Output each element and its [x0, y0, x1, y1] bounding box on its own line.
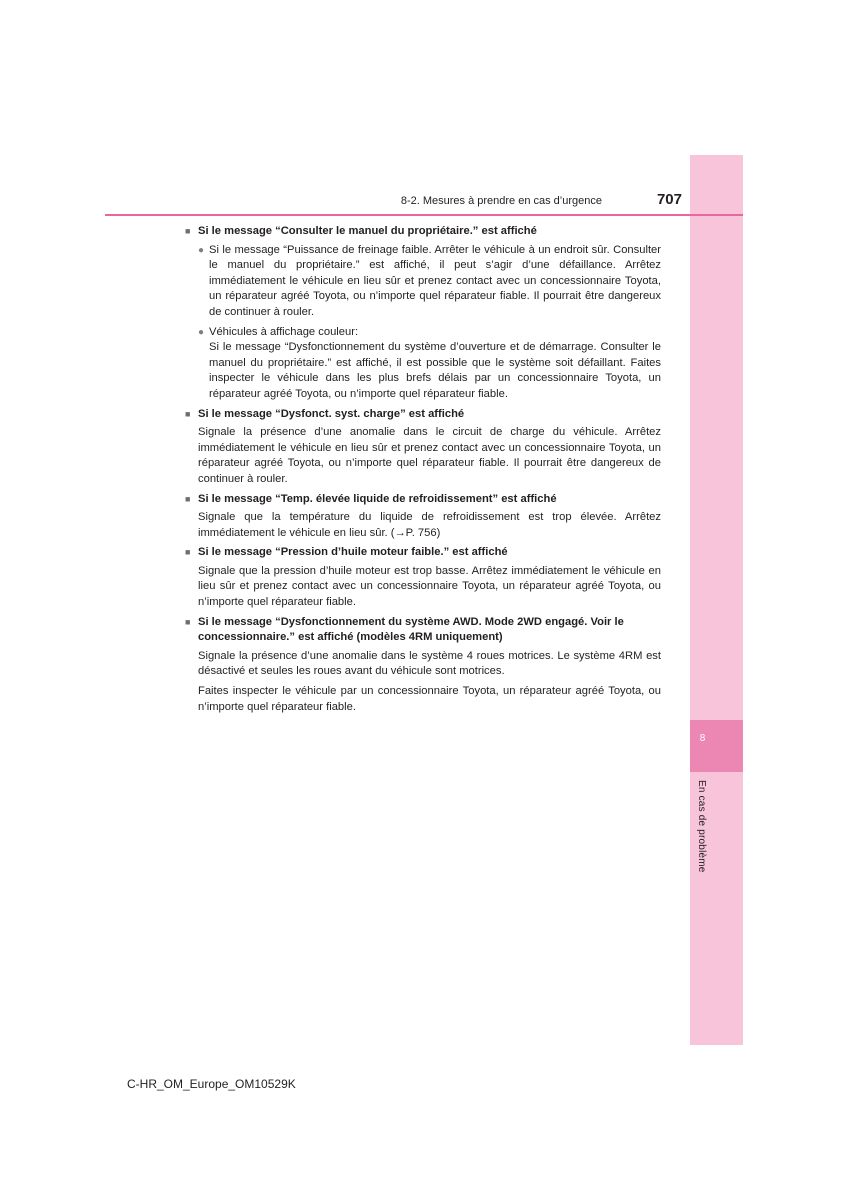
chapter-number: 8 [699, 733, 706, 744]
list-item: ● Si le message “Puissance de freinage faible. Arrêter le véhicule à un endroit sûr. Consulter le manuel du propriétaire.” est affiché, il peut s’agir d’une défaillance. Arrêtez immédiatement le véhicule en lieu sûr et prenez contact avec un concessionnaire Toyota, un réparateur agréé Toyota, ou n’importe quel réparateur fiable. Il pourrait être dangereux de continuer à rouler. [198, 243, 661, 321]
section-block [185, 492, 661, 542]
section-block [185, 224, 661, 403]
square-bullet-icon: ■ [185, 547, 191, 558]
document-code: C-HR_OM_Europe_OM10529K [127, 1077, 296, 1091]
section-heading: ■ Si le message “Dysfonctionnement du système AWD. Mode 2WD engagé. Voir le concessionnaire.” est affiché (modèles 4RM uniquement) [185, 615, 661, 646]
section-heading: ■ Si le message “Temp. élevée liquide de refroidissement” est affiché [185, 492, 661, 508]
section-body: Signale la présence d’une anomalie dans le système 4 roues motrices. Le système 4RM est désactivé et seules les roues avant du véhicule sont motrices. [198, 649, 661, 678]
section-heading: ■ Si le message “Consulter le manuel du propriétaire.” est affiché [185, 224, 661, 240]
square-bullet-icon: ■ [185, 616, 191, 627]
square-bullet-icon: ■ [185, 493, 191, 504]
circle-bullet-icon: ● [198, 244, 205, 256]
section-title: 8-2. Mesures à prendre en cas d’urgence [400, 195, 602, 207]
page-content [185, 224, 661, 719]
chapter-label: En cas de problème [696, 780, 707, 873]
section-body: Signale la présence d’une anomalie dans le circuit de charge du véhicule. Arrêtez immédiatement le véhicule en lieu sûr et prenez contact avec un concessionnaire Toyota, un réparateur agréé Toyota, ou n’importe quel réparateur fiable. Il pourrait être dangereux de continuer à rouler. [198, 426, 661, 485]
chapter-active-marker [690, 720, 743, 772]
section-heading: ■ Si le message “Pression d’huile moteur faible.” est affiché [185, 545, 661, 561]
square-bullet-icon: ■ [185, 408, 191, 419]
section-block [185, 407, 661, 488]
square-bullet-icon: ■ [185, 226, 191, 236]
section-heading: ■ Si le message “Dysfonct. syst. charge” est affiché [185, 407, 661, 423]
chapter-side-tab [690, 155, 743, 1045]
section-block [185, 615, 661, 716]
section-block [185, 545, 661, 610]
section-body: Faites inspecter le véhicule par un concessionnaire Toyota, un réparateur agréé Toyota, ou n’importe quel réparateur fiable. [198, 685, 661, 713]
page-number: 707 [656, 191, 682, 208]
section-body: Signale que la pression d’huile moteur est trop basse. Arrêtez immédiatement le véhicule en lieu sûr et prenez contact avec un concessionnaire Toyota, un réparateur agréé Toyota, ou n’importe quel réparateur fiable. [198, 564, 661, 609]
header-rule [105, 214, 743, 216]
list-item: ● Véhicules à affichage couleur: Si le message “Dysfonctionnement du système d’ouverture et de démarrage. Consulter le manuel du propriétaire.” est affiché, il est possible que le système soit défaillant. Faites inspecter le véhicule dans les plus brefs délais par un concessionnaire Toyota, un réparateur agréé Toyota, ou n’importe quel réparateur fiable. [198, 325, 661, 403]
section-body: Signale que la température du liquide de refroidissement est trop élevée. Arrêtez immédiatement le véhicule en lieu sûr. (→P. 756) [198, 511, 661, 539]
circle-bullet-icon: ● [198, 326, 205, 338]
